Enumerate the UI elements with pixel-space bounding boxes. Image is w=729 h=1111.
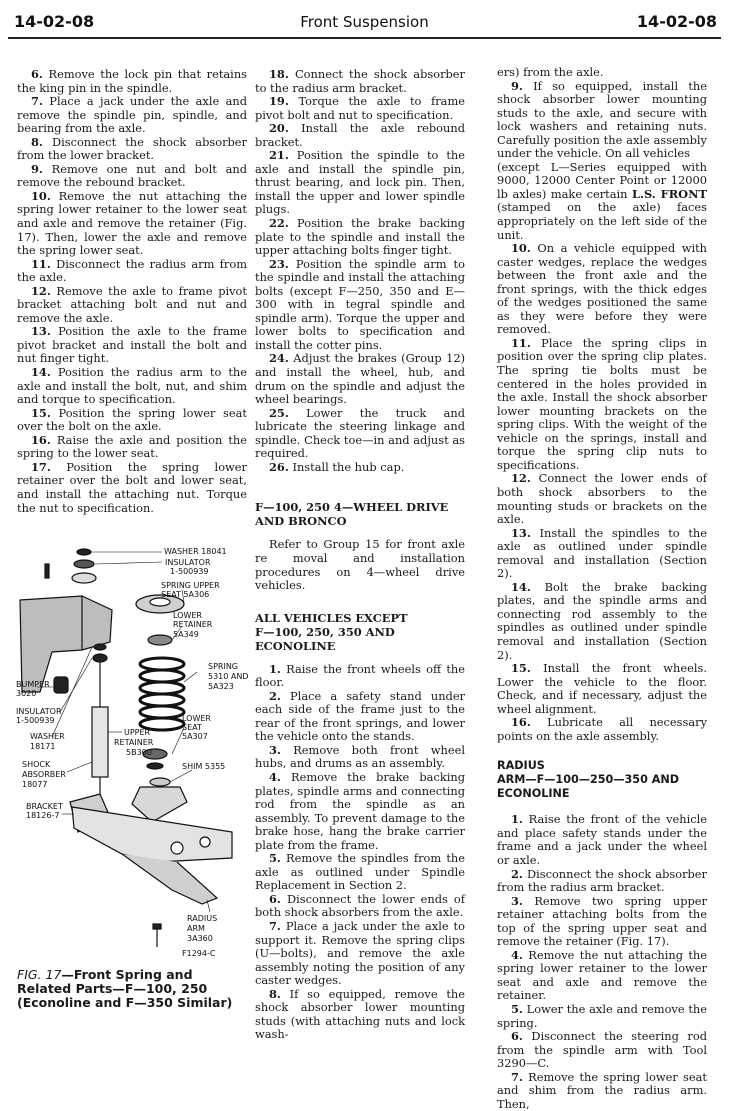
continued-text: ers) from the axle.	[497, 65, 604, 79]
callout-lower-retainer-2: RETAINER	[173, 620, 213, 629]
callout-shock-3: 18077	[22, 780, 48, 789]
callout-lower-seat-2: SEAT	[182, 723, 202, 732]
callout-bracket: BRACKET	[26, 802, 63, 811]
figure-code: F1294-C	[182, 949, 216, 958]
callout-washer: WASHER 18041	[164, 547, 227, 556]
step-paragraph: 26. Install the hub cap.	[269, 459, 405, 474]
step-paragraph: 2. Place a safety stand under each side of the frame just to the rear of the front springs, and lower the vehicle onto the stands.	[255, 688, 466, 744]
step-paragraph: 17. Position the spring lower retainer over the bolt and lower seat, and install the attaching nut. Torque the nut to specification.	[17, 459, 247, 515]
step-paragraph: 5. Remove the spindles from the axle as outlined under Spindle Replacement in Section 2.	[255, 851, 465, 893]
section-heading-radius-arm: RADIUS ARM—F—100—250—350 AND ECONOLINE	[497, 759, 680, 801]
page-title: Front Suspension	[300, 13, 429, 31]
callout-spring-3: 5A323	[208, 682, 234, 691]
step-paragraph: 12. Remove the axle to frame pivot bracket attaching bolt and nut and remove the axle.	[17, 283, 247, 325]
callout-radius-arm: RADIUS	[187, 914, 218, 923]
step-paragraph: 3. Remove both front wheel hubs, and drums as an assembly.	[255, 742, 465, 771]
callout-radius-arm-3: 3A360	[187, 934, 213, 943]
step-paragraph: 7. Place a jack under the axle to support it. Remove the spring clips (U—bolts), and remove the axle assembly noting the position of any caster wedges.	[255, 918, 465, 988]
callout-upper-retainer-2: RETAINER	[114, 738, 154, 747]
section-4wd-text: Refer to Group 15 for front axle re moval and installation procedures on 4—wheel drive vehicles.	[255, 537, 465, 593]
step-paragraph: 10. On a vehicle equipped with caster wedges, replace the wedges between the front axle and the front springs, with the thick edges of the wedges positioned the same as they were before they were removed.	[497, 241, 707, 337]
step-paragraph: 22. Position the brake backing plate to the spindle and install the upper attaching bolts finger tight.	[255, 216, 465, 258]
page-header	[0, 0, 729, 40]
step-paragraph: 6. Disconnect the steering rod from the spindle arm with Tool 3290—C.	[497, 1029, 707, 1071]
callout-lower-seat: LOWER	[182, 714, 211, 723]
step-paragraph: 9. Remove one nut and bolt and remove the rebound bracket.	[17, 161, 247, 190]
step-paragraph: 16. Raise the axle and position the spring to the lower seat.	[17, 432, 248, 461]
page-number-left: 14-02-08	[14, 12, 95, 31]
figure-label: FIG. 17	[17, 967, 62, 982]
callout-washer-side: WASHER	[30, 732, 65, 741]
step-paragraph: 4. Remove the nut attaching the spring lower retainer to the lower seat and axle and remove the retainer.	[497, 947, 708, 1003]
step-paragraph: 2. Disconnect the shock absorber from the radius arm bracket.	[497, 866, 707, 895]
step-paragraph: 9. If so equipped, install the shock absorber lower mounting studs to the axle, and secure with lock washers and retaining nuts. Carefully position the axle assembly under the vehicle. On all vehicles	[497, 78, 707, 161]
callout-spring-2: 5310 AND	[208, 672, 249, 681]
page-number-right: 14-02-08	[636, 12, 717, 31]
callout-washer-side-num: 18171	[30, 742, 56, 751]
step-paragraph: 13. Install the spindles to the axle as outlined under spindle removal and installation (Section 2).	[497, 525, 708, 581]
section-heading-4wd: F—100, 250 4—WHEEL DRIVE AND BRONCO	[255, 500, 449, 529]
step-paragraph: 25. Lower the truck and lubricate the steering linkage and spindle. Check toe—in and adjust as required.	[255, 405, 465, 461]
step-paragraph: 24. Adjust the brakes (Group 12) and install the wheel, hub, and drum on the spindle and adjust the wheel bearings.	[255, 351, 466, 407]
callout-bumper-num: 3020	[16, 689, 37, 698]
step-paragraph: 19. Torque the axle to frame pivot bolt and nut to specification.	[255, 94, 465, 122]
step-paragraph: 18. Connect the shock absorber to the radius arm bracket.	[255, 67, 465, 95]
callout-shock-2: ABSORBER	[22, 770, 66, 779]
callout-upper-retainer-3: 5B300	[126, 748, 152, 757]
column-left	[17, 68, 247, 515]
callout-lower-retainer: LOWER	[173, 611, 202, 620]
step-paragraph: 1. Raise the front of the vehicle and place safety stands under the frame and a jack under the wheel or axle.	[497, 812, 707, 867]
callout-spring: SPRING	[208, 662, 239, 671]
step-paragraph: 11. Disconnect the radius arm from the axle.	[17, 256, 248, 285]
callout-shim: SHIM 5355	[182, 762, 226, 771]
callout-lower-seat-3: 5A307	[182, 732, 208, 741]
step-paragraph: 6. Disconnect the lower ends of both shock absorbers from the axle.	[255, 891, 466, 920]
callout-spring-upper-seat: SPRING UPPER	[161, 581, 220, 590]
step-paragraph: 23. Position the spindle arm to the spindle and install the attaching bolts (except F—250, 350 and E—300 with in tegral spindle and spindle arm). Torque the upper and lower bolts to specification and install the cotter pins.	[255, 256, 465, 352]
step-paragraph: 12. Connect the lower ends of both shock absorbers to the mounting studs or brackets on the axle.	[497, 471, 708, 527]
figure-front-spring	[12, 532, 249, 962]
step-paragraph: 20. Install the axle rebound bracket.	[255, 121, 466, 149]
callout-shock: SHOCK	[22, 760, 51, 769]
step-paragraph: 8. If so equipped, remove the shock absorber lower mounting studs (with attaching nuts and lock wash-	[255, 986, 465, 1042]
callout-spring-upper-seat-num: SEAT 5A306	[161, 590, 210, 599]
step-paragraph: 14. Position the radius arm to the axle and install the bolt, nut, and shim and torque to specification.	[17, 365, 247, 407]
callout-lower-retainer-3: 5A349	[173, 630, 199, 639]
step-paragraph: 16. Lubricate all necessary points on the axle assembly.	[497, 715, 708, 743]
step-paragraph: 14. Bolt the brake backing plates, and the spindle arms and connecting rod assembly to the spindles as outlined under spindle removal and installation (Section 2).	[497, 579, 707, 662]
step-paragraph: 8. Disconnect the shock absorber from the lower bracket.	[17, 134, 247, 163]
step-paragraph: 7. Place a jack under the axle and remove the spindle pin, spindle, and bearing from the axle.	[17, 94, 247, 136]
step-paragraph: 15. Install the front wheels. Lower the vehicle to the floor. Check, and if necessary, adjust the wheel alignment.	[497, 661, 707, 716]
step-paragraph: 5. Lower the axle and remove the spring.	[497, 1002, 707, 1030]
step-paragraph: 6. Remove the lock pin that retains the king pin in the spindle.	[17, 67, 248, 95]
figure-caption: FIG. 17—Front Spring and Related Parts—F—100, 250 (Econoline and F—350 Similar)	[17, 967, 233, 1010]
callout-bracket-num: 18126-7	[26, 811, 60, 820]
step-paragraph: 10. Remove the nut attaching the spring lower retainer to the lower seat and axle and remove the retainer (Fig. 17). Then, lower the axle and remove the spring lower seat.	[17, 188, 247, 258]
step-paragraph: 15. Position the spring lower seat over the bolt on the axle.	[17, 405, 247, 434]
step-paragraph: 21. Position the spindle to the axle and install the spindle pin, thrust bearing, and lock pin. Then, install the upper and lower spindle plugs.	[255, 148, 465, 217]
except-note: (except L—Series equipped with 9000, 12000 Center Point or 12000 lb axles) make certain L.S. FRONT (stamped on the axle) faces appropriately on the left side of the unit.	[497, 159, 707, 242]
column-right	[497, 66, 707, 1111]
step-paragraph: 11. Place the spring clips in position over the spring clip plates. The spring tie bolts must be centered in the holes provided in the axle. Install the shock absorber lower mounting brackets on the spring clips. With the weight of the vehicle on the springs, install and torque the spring clip nuts to specifications.	[497, 335, 707, 472]
step-paragraph: 3. Remove two spring upper retainer attaching bolts from the top of the spring upper seat and remove the retainer (Fig. 17).	[497, 893, 707, 949]
ls-front-marking: L.S. FRONT	[632, 186, 707, 201]
step-paragraph: 7. Remove the spring lower seat and shim from the radius arm. Then,	[497, 1069, 707, 1111]
callout-insulator: INSULATOR	[165, 558, 211, 567]
callout-bumper: BUMPER	[16, 680, 50, 689]
callout-insulator-side: INSULATOR	[16, 707, 62, 716]
section-heading-all-vehicles: ALL VEHICLES EXCEPT F—100, 250, 350 AND ECONOLINE	[255, 610, 408, 653]
step-paragraph: 1. Raise the front wheels off the floor.	[255, 661, 465, 690]
callout-insulator-num: 1-500939	[170, 567, 209, 576]
header-rule	[8, 37, 721, 39]
step-paragraph: 13. Position the axle to the frame pivot bracket and install the bolt and nut finger tight.	[17, 324, 247, 366]
callout-insulator-side-num: 1-500939	[16, 716, 55, 725]
step-paragraph: 4. Remove the brake backing plates, spindle arms and connecting rod from the spindle as an assembly. To prevent damage to the brake hose, hang the brake carrier plate from the frame.	[255, 769, 465, 852]
column-middle	[255, 68, 465, 1042]
callout-radius-arm-2: ARM	[187, 924, 205, 933]
callout-upper-retainer: UPPER	[124, 728, 151, 737]
